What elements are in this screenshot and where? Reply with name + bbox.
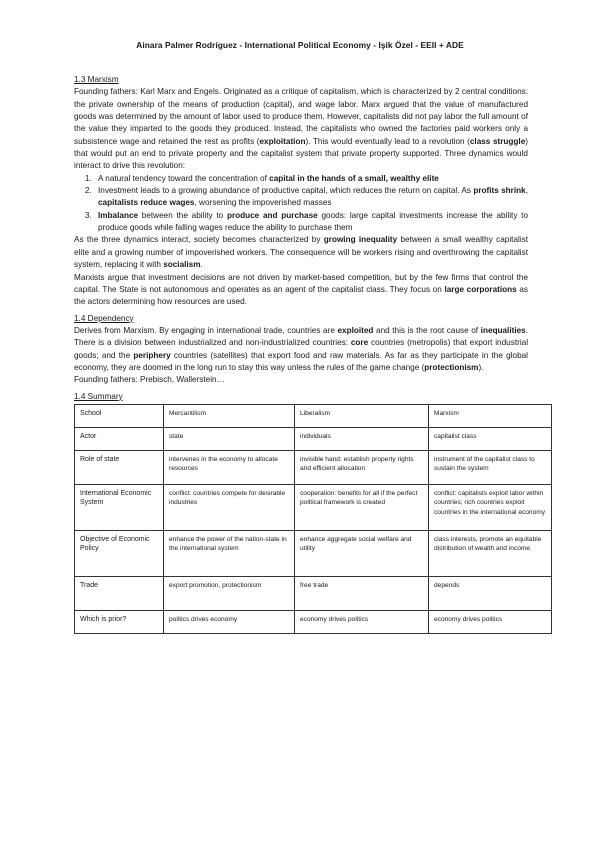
marxism-paragraph-3: Marxists argue that investment decisions are not driven by market-based competition, but by the few firms that control the capital. The State is not autonomous and operates as an agent of the capitalist class. They focus on large corporations as the actors determining how resources are used. <box>74 272 528 307</box>
list-item: 1. A natural tendency toward the concentration of capital in the hands of a small, wealthy elite <box>94 173 528 185</box>
table-row-label: Role of state <box>75 450 164 484</box>
table-cell: economy drives politics <box>429 610 552 633</box>
table-cell: economy drives politics <box>295 610 429 633</box>
table-header-cell: School <box>75 404 164 427</box>
table-row <box>75 450 552 484</box>
table-header-cell: Mercantilism <box>164 404 295 427</box>
dependency-paragraph-1: Derives from Marxism. By engaging in international trade, countries are exploited and this is the root cause of inequalities. There is a division between industrialized and non-industrialized countries: core countries (metropolis) that export industrial goods; and the periphery countries (satellites) that export food and raw materials. As far as they participate in the global economy, they are doomed in the long run to stay this way unless the rules of the game change (protectionism). <box>74 325 529 372</box>
table-cell: intervenes in the economy to allocate resources <box>164 450 295 484</box>
table-cell: instrument of the capitalist class to sustain the system <box>429 450 552 484</box>
list-item: 2. Investment leads to a growing abundance of productive capital, which reduces the return on capital. As profits shrink, capitalists reduce wages, worsening the impoverished masses <box>94 185 528 210</box>
table-row <box>75 427 552 450</box>
list-item: 3. Imbalance between the ability to produce and purchase goods: large capital investments increase the ability to produce goods while falling wages reduce the ability to purchase them <box>94 210 528 235</box>
table-cell: capitalist class <box>429 427 552 450</box>
table-row <box>75 610 552 633</box>
dynamics-list <box>74 173 528 235</box>
table-row-label: Objective of Economic Policy <box>75 530 164 576</box>
table-cell: conflict: countries compete for desirable industries <box>164 484 295 530</box>
table-cell: free trade <box>295 576 429 610</box>
marxism-paragraph-1: Founding fathers: Karl Marx and Engels. Originated as a critique of capitalism, which is characterized by 2 central conditions: the private ownership of the means of production (capital), and wage labor. Marx argued that the value of manufactured goods was determined by the amount of labor used to produce them. However, capitalists did not pay labor the full amount of the value they imparted to the goods they produced. Instead, the capitalists who owned the factories paid workers only a subsistence wage and retained the rest as profits (exploitation). This would eventually lead to a revolution (class struggle) that would put an end to private property and the capitalist system that private property supported. Three dynamics would interact to drive this revolution: <box>74 87 528 171</box>
document-body <box>74 74 546 634</box>
summary-table <box>74 404 552 634</box>
table-cell: enhance the power of the nation-state in the international system <box>164 530 295 576</box>
page-header: Ainara Palmer Rodríguez - International Political Economy - Işik Özel - EEII + ADE <box>136 40 464 50</box>
marxism-paragraph-2: As the three dynamics interact, society becomes characterized by growing inequality between a small wealthy capitalist elite and a growing number of impoverished workers. The consequence will be workers rising and overthrowing the capitalist system, replacing it with socialism. <box>74 235 529 270</box>
table-row <box>75 484 552 530</box>
table-cell: politics drives economy <box>164 610 295 633</box>
table-cell: class interests, promote an equitable distribution of wealth and income <box>429 530 552 576</box>
section-heading-dependency: 1.4 Dependency <box>74 313 134 323</box>
table-cell: state <box>164 427 295 450</box>
table-row <box>75 576 552 610</box>
section-heading-summary: 1.4 Summary <box>74 391 123 401</box>
section-heading-marxism: 1.3 Marxism <box>74 75 119 84</box>
table-cell: enhance aggregate social welfare and utility <box>295 530 429 576</box>
table-row-label: International Economic System <box>75 484 164 530</box>
table-cell: cooperation: benefits for all if the perfect political framework is created <box>295 484 429 530</box>
table-cell: export promotion, protectionism <box>164 576 295 610</box>
table-row <box>75 530 552 576</box>
table-cell: invisible hand: establish property rights and efficient allocation <box>295 450 429 484</box>
table-row-label: Actor <box>75 427 164 450</box>
table-cell: conflict: capitalists exploit labor within countries; rich countries exploit countries in the international economy <box>429 484 552 530</box>
table-cell: individuals <box>295 427 429 450</box>
table-row-label: Which is prior? <box>75 610 164 633</box>
table-row-label: Trade <box>75 576 164 610</box>
dependency-paragraph-2: Founding fathers: Prebisch, Wallerstein… <box>74 375 225 385</box>
table-cell: depends <box>429 576 552 610</box>
table-header-cell: Marxism <box>429 404 552 427</box>
table-header-cell: Liberalism <box>295 404 429 427</box>
table-header-row <box>75 404 552 427</box>
